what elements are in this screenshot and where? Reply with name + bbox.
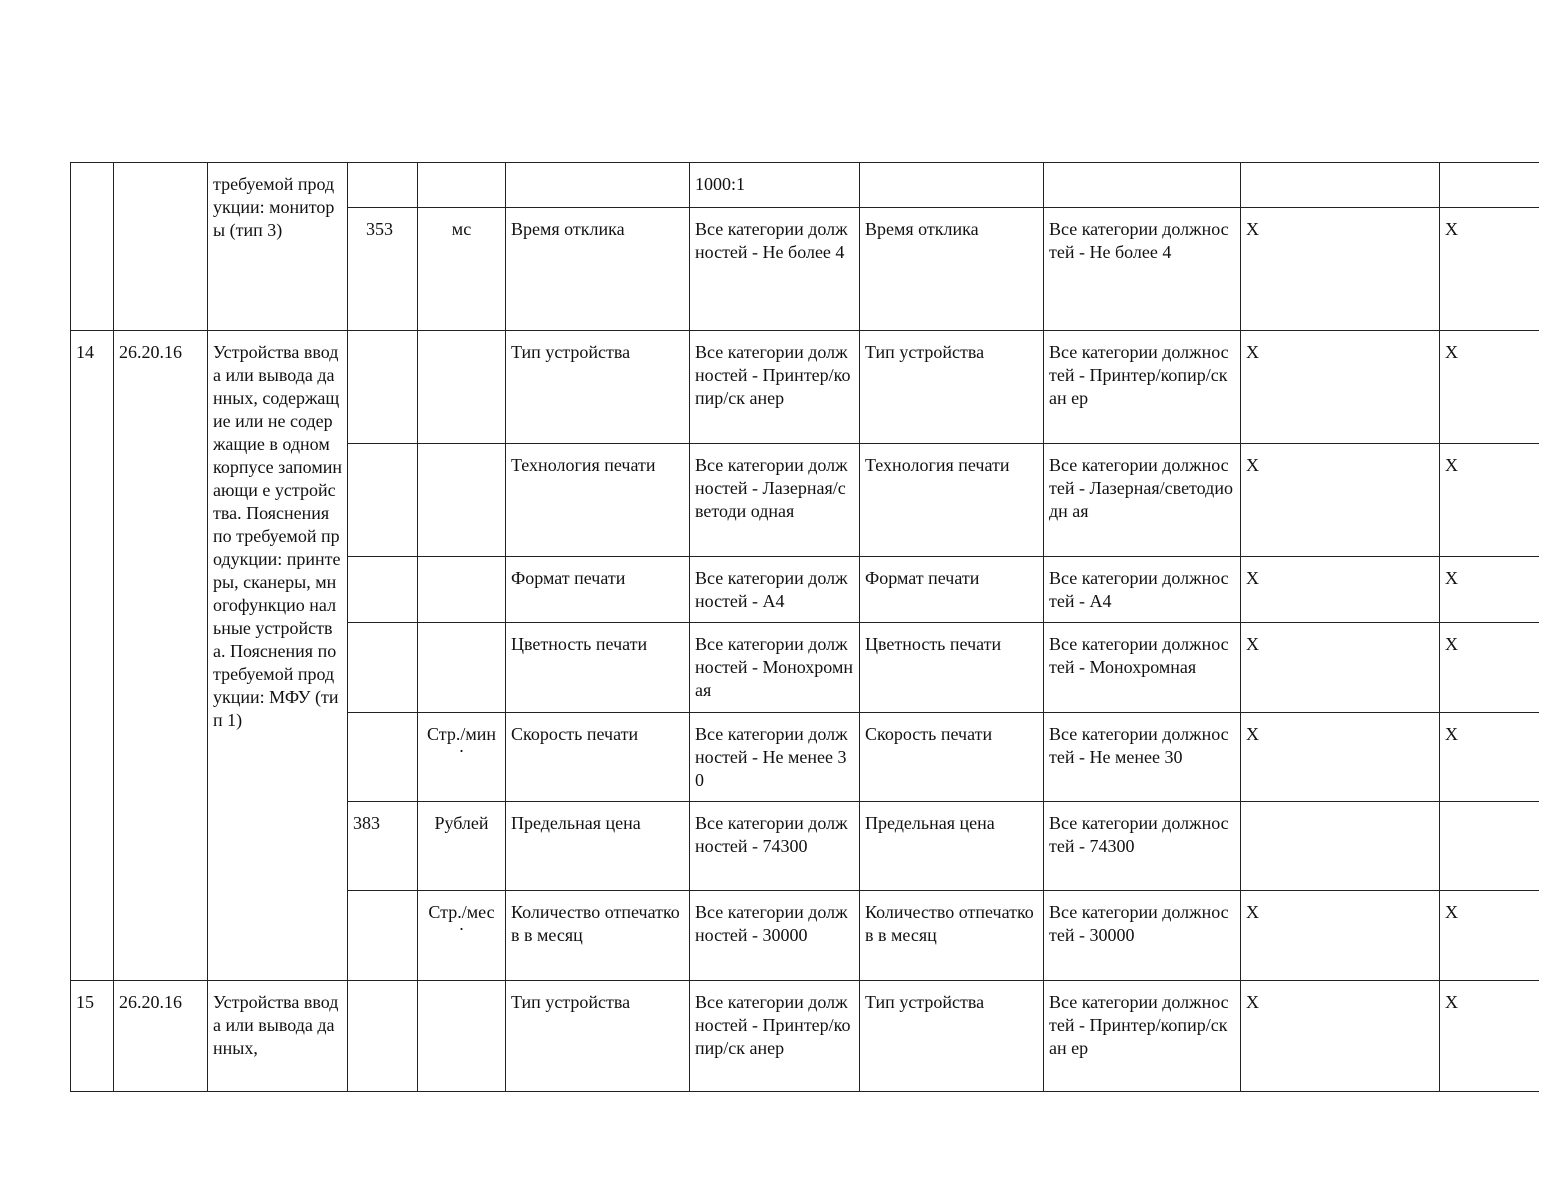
okei-code-cell xyxy=(348,623,418,713)
parameter-cell: Время отклика xyxy=(506,208,690,331)
value-cell: Все категории должностей - Лазерная/светоди одная xyxy=(690,444,860,557)
value-cell: Все категории должностей - Принтер/копир/ск анер xyxy=(690,331,860,444)
unit-label: Стр./мес xyxy=(428,902,495,922)
okpd-code-cell: 26.20.16 xyxy=(114,981,208,1092)
value-cell: Все категории должностей - Не более 4 xyxy=(690,208,860,331)
dot-mark: · xyxy=(458,741,465,761)
product-description-cell: требуемой продукции: мониторы (тип 3) xyxy=(208,163,348,331)
mark-cell: X xyxy=(1440,557,1539,623)
value-cell: Все категории должностей - 30000 xyxy=(1044,891,1241,981)
parameter-cell: Технология печати xyxy=(506,444,690,557)
okei-code-cell xyxy=(348,331,418,444)
okei-code-cell: 353 xyxy=(348,208,418,331)
okpd-code-cell xyxy=(114,163,208,331)
table-row xyxy=(71,331,1539,444)
value-cell: Все категории должностей - Принтер/копир/скан ер xyxy=(1044,331,1241,444)
value-cell: Все категории должностей - А4 xyxy=(690,557,860,623)
unit-cell: Рублей xyxy=(418,802,506,891)
mark-cell: X xyxy=(1241,891,1440,981)
mark-cell xyxy=(1241,802,1440,891)
parameter-cell: Технология печати xyxy=(860,444,1044,557)
parameter-cell: Скорость печати xyxy=(860,713,1044,802)
unit-cell xyxy=(418,331,506,444)
table-row xyxy=(71,163,1539,208)
parameter-cell: Тип устройства xyxy=(860,981,1044,1092)
value-cell: Все категории должностей - 30000 xyxy=(690,891,860,981)
parameter-cell: Тип устройства xyxy=(506,331,690,444)
parameter-cell: Тип устройства xyxy=(860,331,1044,444)
value-cell: Все категории должностей - Монохромная xyxy=(690,623,860,713)
row-number-cell: 15 xyxy=(71,981,114,1092)
row-number-cell xyxy=(71,163,114,331)
mark-cell xyxy=(1440,802,1539,891)
mark-cell: X xyxy=(1440,623,1539,713)
value-cell: Все категории должностей - Не менее 30 xyxy=(690,713,860,802)
unit-cell xyxy=(418,444,506,557)
unit-cell xyxy=(418,557,506,623)
mark-cell: X xyxy=(1440,891,1539,981)
mark-cell: X xyxy=(1241,208,1440,331)
okei-code-cell xyxy=(348,713,418,802)
parameter-cell: Цветность печати xyxy=(860,623,1044,713)
parameter-cell: Цветность печати xyxy=(506,623,690,713)
parameter-cell: Тип устройства xyxy=(506,981,690,1092)
mark-cell xyxy=(1440,163,1539,208)
parameter-cell: Количество отпечатков в месяц xyxy=(506,891,690,981)
mark-cell: X xyxy=(1440,208,1539,331)
parameter-cell: Формат печати xyxy=(506,557,690,623)
value-cell: Все категории должностей - Монохромная xyxy=(1044,623,1241,713)
okpd-code-cell: 26.20.16 xyxy=(114,331,208,981)
mark-cell: X xyxy=(1440,444,1539,557)
mark-cell: X xyxy=(1440,713,1539,802)
product-description-cell: Устройства ввода или вывода данных, содержащие или не содержащие в одном корпусе запоминающи е устройства. Пояснения по требуемой продукции: принтеры, сканеры, многофункцио нальные устройства. Пояснения по требуемой продукции: МФУ (тип 1) xyxy=(208,331,348,981)
parameter-cell: Время отклика xyxy=(860,208,1044,331)
parameter-cell: Предельная цена xyxy=(860,802,1044,891)
table-row xyxy=(71,981,1539,1092)
unit-cell xyxy=(418,981,506,1092)
mark-cell: X xyxy=(1241,557,1440,623)
dot-mark: · xyxy=(458,919,465,939)
requirements-table xyxy=(70,162,1539,1092)
parameter-cell: Формат печати xyxy=(860,557,1044,623)
parameter-cell xyxy=(860,163,1044,208)
value-cell: Все категории должностей - 74300 xyxy=(1044,802,1241,891)
parameter-cell: Скорость печати xyxy=(506,713,690,802)
mark-cell: X xyxy=(1241,444,1440,557)
unit-cell: мс xyxy=(418,208,506,331)
table-body xyxy=(71,163,1539,1092)
unit-cell xyxy=(418,713,506,802)
okei-code-cell xyxy=(348,163,418,208)
mark-cell: X xyxy=(1241,623,1440,713)
product-description-cell: Устройства ввода или вывода данных, xyxy=(208,981,348,1092)
unit-label: Стр./мин xyxy=(426,724,496,744)
okei-code-cell xyxy=(348,444,418,557)
value-cell: Все категории должностей - 74300 xyxy=(690,802,860,891)
value-cell: Все категории должностей - Принтер/копир/скан ер xyxy=(1044,981,1241,1092)
mark-cell: X xyxy=(1440,331,1539,444)
value-cell: Все категории должностей - Не более 4 xyxy=(1044,208,1241,331)
value-cell: Все категории должностей - Не менее 30 xyxy=(1044,713,1241,802)
row-number-cell: 14 xyxy=(71,331,114,981)
mark-cell xyxy=(1241,163,1440,208)
okei-code-cell xyxy=(348,891,418,981)
value-cell: Все категории должностей - Принтер/копир/ск анер xyxy=(690,981,860,1092)
parameter-cell: Предельная цена xyxy=(506,802,690,891)
mark-cell: X xyxy=(1241,331,1440,444)
value-cell: Все категории должностей - Лазерная/светодиодн ая xyxy=(1044,444,1241,557)
mark-cell: X xyxy=(1241,981,1440,1092)
mark-cell: X xyxy=(1241,713,1440,802)
okei-code-cell xyxy=(348,981,418,1092)
unit-cell xyxy=(418,163,506,208)
value-cell: Все категории должностей - А4 xyxy=(1044,557,1241,623)
parameter-cell xyxy=(506,163,690,208)
unit-cell xyxy=(418,623,506,713)
okei-code-cell xyxy=(348,557,418,623)
value-cell xyxy=(1044,163,1241,208)
parameter-cell: Количество отпечатков в месяц xyxy=(860,891,1044,981)
okei-code-cell: 383 xyxy=(348,802,418,891)
mark-cell: X xyxy=(1440,981,1539,1092)
unit-cell xyxy=(418,891,506,981)
value-cell: 1000:1 xyxy=(690,163,860,208)
